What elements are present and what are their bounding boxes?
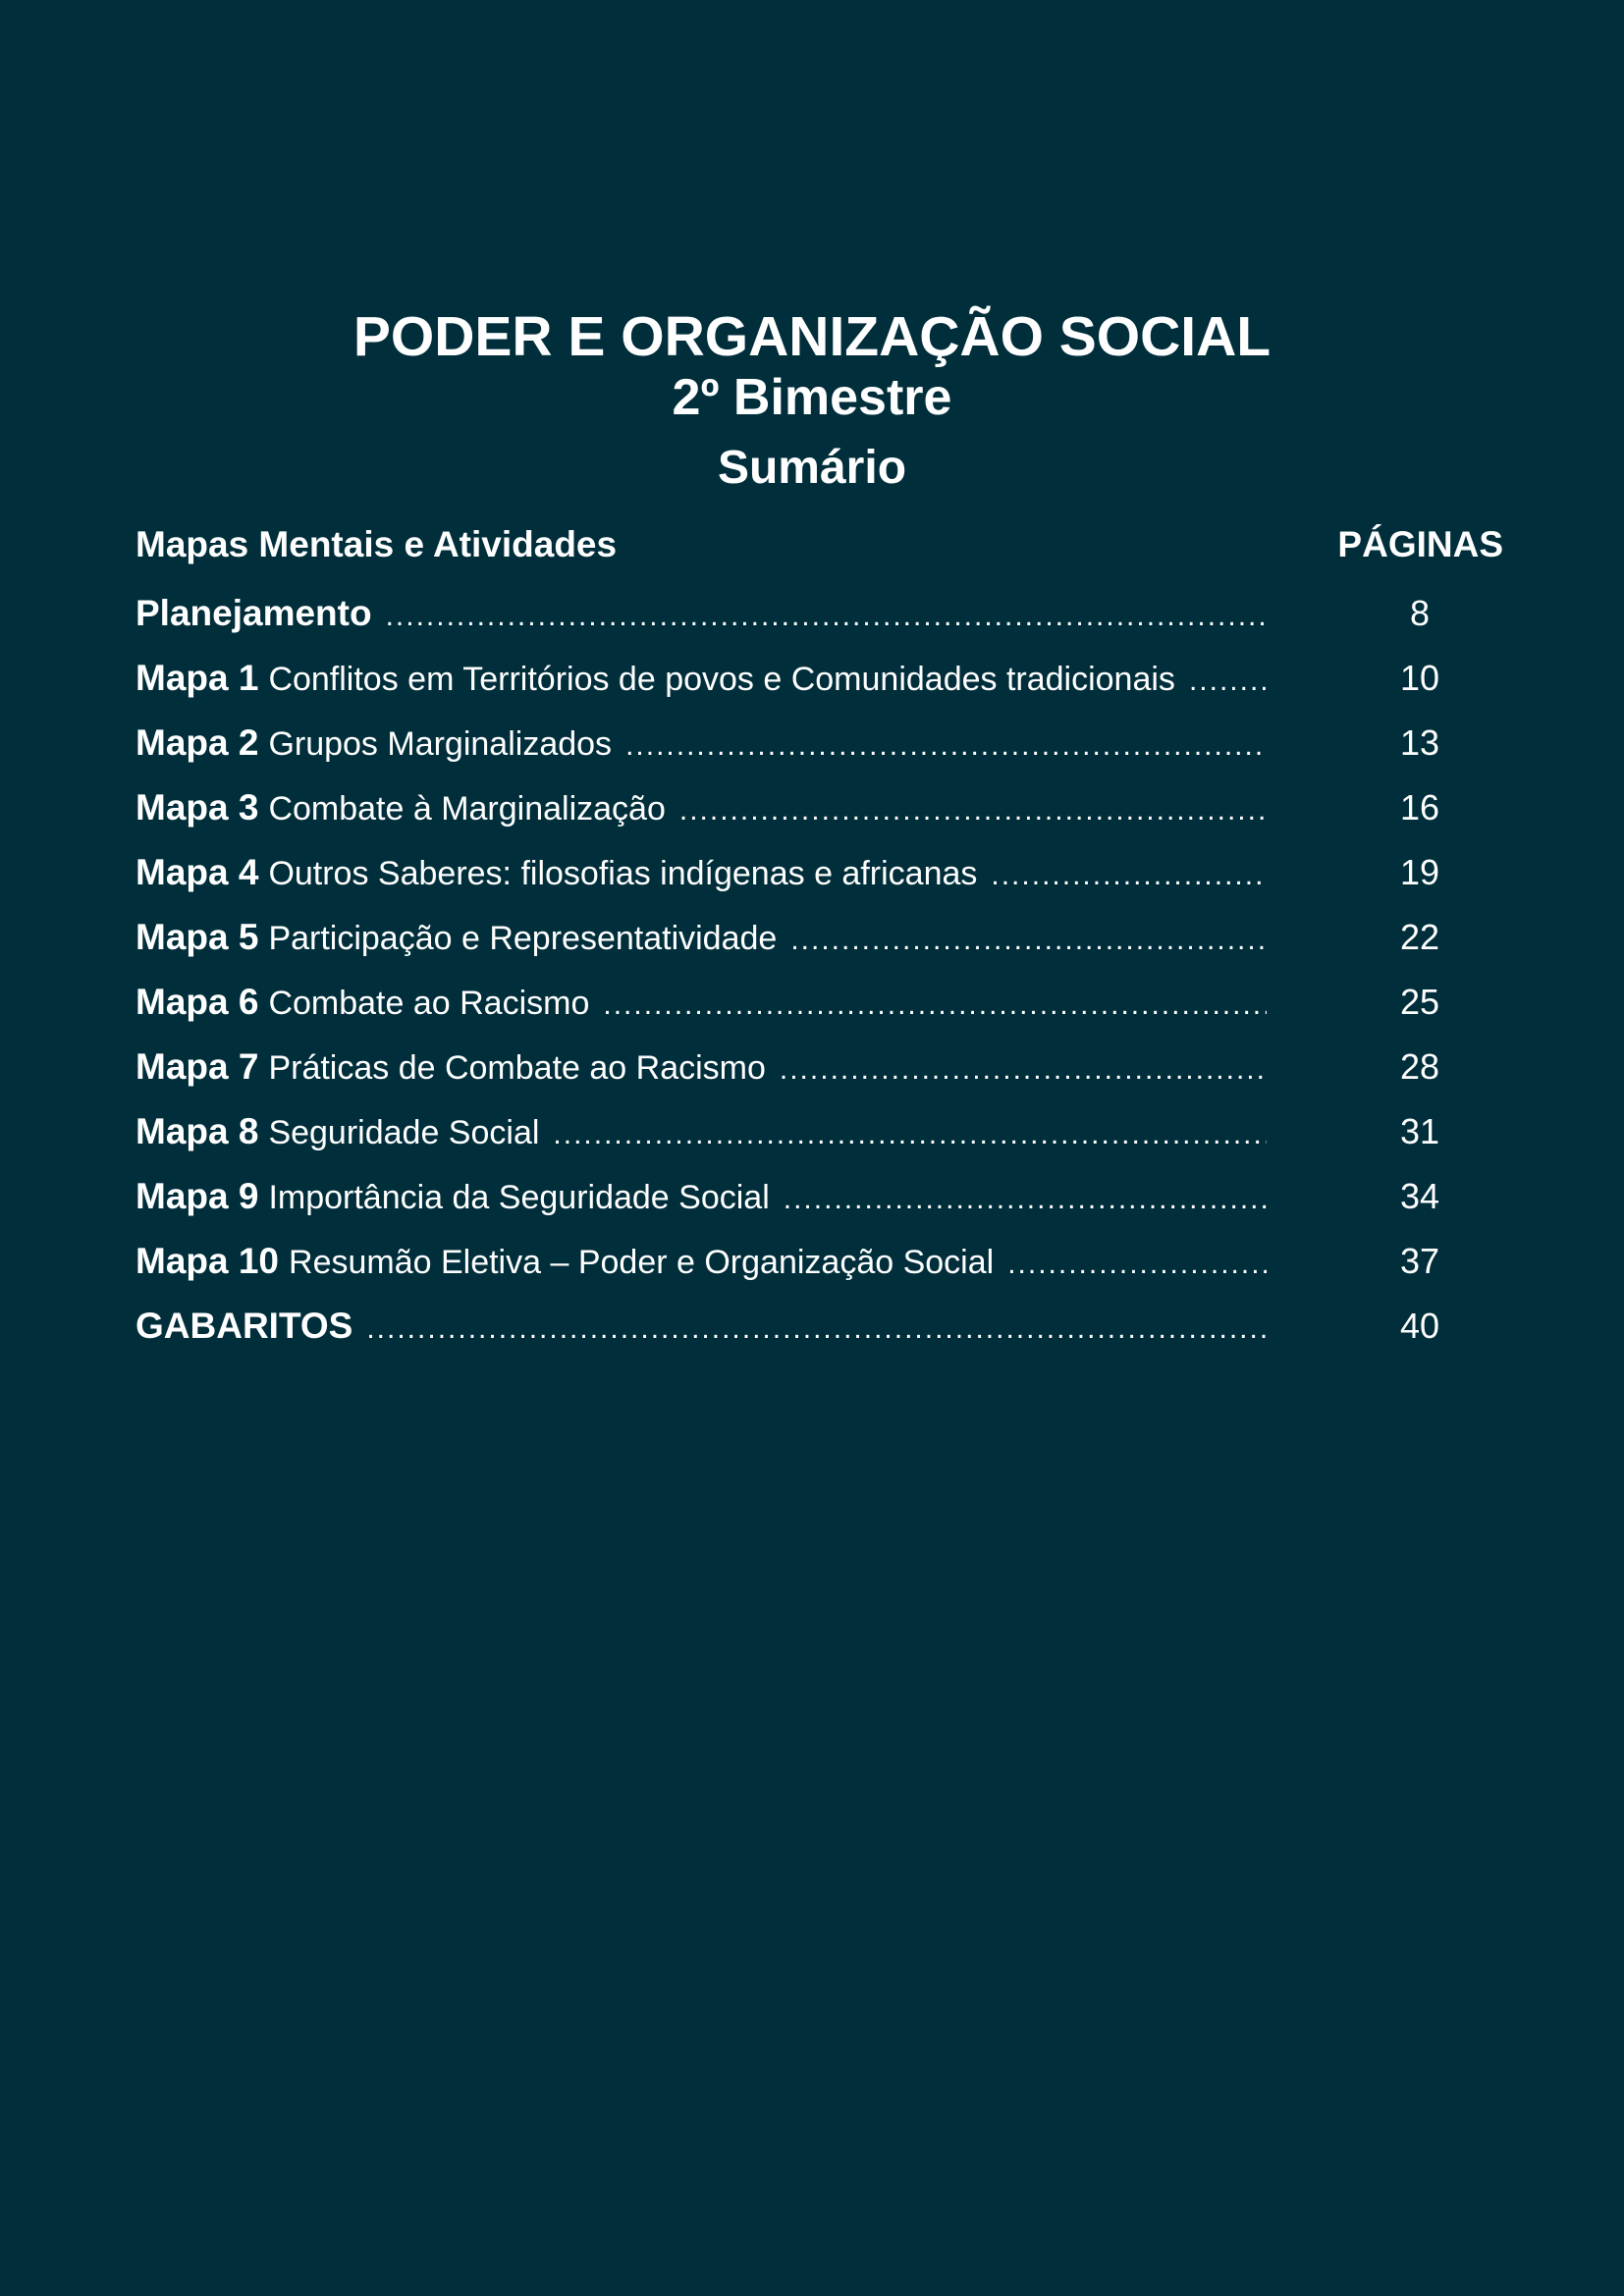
toc-entry-page: 22 [1399,917,1440,957]
toc-entry-page: 34 [1399,1176,1440,1216]
toc-leader-dots [991,859,1267,892]
toc-entry [135,1099,1503,1164]
toc-column-left-label: Mapas Mentais e Atividades [135,524,618,564]
table-of-contents [135,581,1503,1359]
toc-entry-page: 25 [1399,982,1440,1022]
toc-entry-name: Combate à Marginalização [268,790,666,828]
toc-entry-name: Participação e Representatividade [268,920,778,957]
toc-leader-dots [603,988,1267,1022]
toc-entry-prefix: Mapa 2 [135,722,259,763]
toc-entry-prefix: Mapa 3 [135,787,259,828]
toc-entry [135,1229,1503,1294]
toc-entry [135,1164,1503,1229]
toc-leader-dots [1007,1248,1267,1281]
toc-leader-dots [386,600,1267,633]
toc-entry-page: 13 [1399,722,1440,763]
toc-entry-name: Conflitos em Territórios de povos e Comunidades tradicionais [268,661,1175,698]
toc-entry-name: Outros Saberes: filosofias indígenas e africanas [268,855,978,892]
toc-entry-name: Seguridade Social [268,1114,540,1151]
toc-entry-name: Resumão Eletiva – Poder e Organização Social [289,1244,995,1281]
toc-entry-prefix: Mapa 5 [135,917,259,957]
toc-entry-page: 8 [1409,593,1431,633]
toc-entry-prefix: GABARITOS [135,1306,353,1346]
toc-entry-name: Combate ao Racismo [268,985,590,1022]
toc-leader-dots [679,794,1267,828]
document-subtitle: 2º Bimestre [672,369,952,426]
toc-entry-page: 37 [1399,1241,1440,1281]
toc-entry-prefix: Mapa 7 [135,1046,259,1087]
toc-leader-dots [784,1183,1267,1216]
toc-entry-prefix: Mapa 9 [135,1176,259,1216]
toc-entry [135,1035,1503,1099]
toc-entry-page: 16 [1399,787,1440,828]
toc-entry-prefix: Mapa 6 [135,982,259,1022]
toc-entry [135,970,1503,1035]
toc-entry [135,711,1503,775]
toc-entry-name: Práticas de Combate ao Racismo [268,1049,766,1087]
toc-column-right-label: PÁGINAS [1337,524,1503,564]
toc-entry [135,840,1503,905]
toc-leader-dots [780,1053,1267,1087]
toc-entry-prefix: Planejamento [135,593,372,633]
toc-column-header [135,520,1503,569]
toc-leader-dots [366,1312,1267,1346]
toc-entry [135,905,1503,970]
toc-entry-page: 40 [1399,1306,1440,1346]
toc-leader-dots [625,729,1267,763]
toc-leader-dots [1189,665,1267,698]
toc-entry [135,646,1503,711]
toc-entry [135,775,1503,840]
toc-entry-name: Importância da Seguridade Social [268,1179,770,1216]
toc-entry-page: 28 [1399,1046,1440,1087]
toc-entry-page: 10 [1399,658,1440,698]
document-title: PODER E ORGANIZAÇÃO SOCIAL [352,305,1272,368]
toc-entry [135,1294,1503,1359]
toc-entry [135,581,1503,646]
toc-entry-prefix: Mapa 1 [135,658,259,698]
toc-leader-dots [553,1118,1267,1151]
toc-entry-prefix: Mapa 8 [135,1111,259,1151]
toc-leader-dots [790,924,1267,957]
toc-entry-prefix: Mapa 4 [135,852,259,892]
toc-entry-name: Grupos Marginalizados [268,725,613,763]
toc-entry-page: 31 [1399,1111,1440,1151]
toc-heading: Sumário [717,442,907,494]
toc-entry-page: 19 [1399,852,1440,892]
toc-entry-prefix: Mapa 10 [135,1241,280,1281]
